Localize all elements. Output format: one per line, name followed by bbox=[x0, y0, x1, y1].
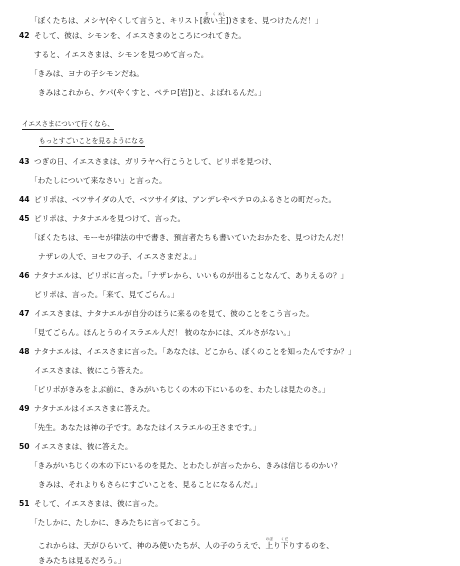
text-segment: ナタナエルは、ピリポに言った。「ナザレから、いいものが出ることなんて、ありえるの？」 bbox=[34, 271, 349, 280]
text-segment: これからは、天がひらいて、神のみ使いたちが、人の子のうえで、 bbox=[38, 541, 266, 550]
text-segment: ピリポは、ナタナエルを見つけて、言った。 bbox=[34, 214, 186, 223]
text-line bbox=[34, 290, 179, 300]
text-segment: 「ピリポがきみをよぶ前に、きみがいちじくの木の下にいるのを、わたしは見たのさ。」 bbox=[30, 385, 330, 394]
verse-number: 45 bbox=[19, 214, 30, 223]
text-line bbox=[30, 423, 260, 433]
text-line bbox=[34, 31, 246, 41]
text-segment: きみは、それよりもさらにすごいことを、見ることになるんだ。」 bbox=[38, 480, 263, 489]
verse-number: 44 bbox=[19, 195, 30, 204]
text-segment: 「ぼくたちは、モーセが律法の中で書き、預言者たちも書いていたおかたを、見つけたんだ！ bbox=[30, 233, 349, 242]
text-line bbox=[38, 480, 262, 490]
text-line bbox=[30, 233, 348, 243]
text-line bbox=[38, 252, 201, 262]
text-segment: 「見てごらん。ほんとうのイスラエル人だ！ 彼のなかには、ズルさがない。」 bbox=[30, 328, 295, 337]
text-segment: ナタナエルはイエスさまに答えた。 bbox=[34, 404, 155, 413]
verse-number: 42 bbox=[19, 31, 30, 40]
ruby-text: 主ぬし bbox=[218, 12, 226, 25]
text-line bbox=[30, 518, 205, 528]
text-line bbox=[30, 176, 167, 186]
verse-number: 47 bbox=[19, 309, 30, 318]
text-segment: ナザレの人で、ヨセフの子、イエスさまだよ。」 bbox=[38, 252, 201, 261]
text-segment: イエスさまは、ナタナエルが自分のほうに来るのを見て、彼のことをこう言った。 bbox=[34, 309, 314, 318]
text-segment: きみたちは見るだろう。」 bbox=[38, 556, 126, 565]
furigana: ぬし bbox=[218, 12, 226, 16]
text-segment: 「きみは、ヨナの子シモンだね。 bbox=[30, 69, 144, 78]
text-segment: ピリポは、言った。「来て、見てごらん。」 bbox=[34, 290, 179, 299]
text-line bbox=[34, 157, 276, 167]
text-segment: イエスさまは、彼にこう答えた。 bbox=[34, 366, 148, 375]
text-line bbox=[38, 556, 125, 566]
verse-number: 43 bbox=[19, 157, 30, 166]
furigana: のぼ bbox=[265, 537, 274, 541]
text-line bbox=[34, 366, 148, 376]
text-line bbox=[30, 328, 295, 338]
text-line bbox=[34, 214, 185, 224]
text-line bbox=[30, 69, 144, 79]
furigana: すく bbox=[202, 12, 219, 16]
verse-number: 46 bbox=[19, 271, 30, 280]
verse-number: 49 bbox=[19, 404, 30, 413]
text-segment: 「たしかに、たしかに、きみたちに言っておこう。 bbox=[30, 518, 205, 527]
text-line bbox=[30, 461, 341, 471]
text-segment: 「ぼくたちは、メシヤ(やくして言うと、キリスト[ bbox=[30, 16, 203, 25]
text-segment: 「先生。あなたは神の子です。あなたはイスラエルの王さまです。」 bbox=[30, 423, 261, 432]
text-line bbox=[34, 195, 336, 205]
text-segment: すると、イエスさまは、シモンを見つめて言った。 bbox=[34, 50, 209, 59]
text-line bbox=[34, 271, 348, 281]
text-line bbox=[34, 442, 132, 452]
text-segment: ナタナエルは、イエスさまに言った。「あなたは、どこから、ぼくのことを知ったんですか？」 bbox=[34, 347, 356, 356]
text-line bbox=[34, 50, 208, 60]
ruby-text: 救いすく bbox=[202, 12, 219, 25]
verse-number: 50 bbox=[19, 442, 30, 451]
text-segment: りするのを、 bbox=[288, 541, 334, 550]
furigana: くだ bbox=[280, 537, 289, 541]
section-heading-line-1: イエスさまについて行くなら、 bbox=[22, 120, 114, 128]
ruby-text: 下くだ bbox=[280, 537, 289, 550]
ruby-text: 上のぼ bbox=[265, 537, 274, 550]
verse-number: 51 bbox=[19, 499, 30, 508]
text-segment: きみはこれから、ケパ(やくすと、ペテロ[岩])と、よばれるんだ。」 bbox=[38, 88, 266, 97]
text-line bbox=[34, 499, 163, 509]
text-line bbox=[30, 12, 323, 26]
text-segment: 「きみがいちじくの木の下にいるのを見た、とわたしが言ったから、きみは信じるのかい？ bbox=[30, 461, 342, 470]
text-segment: そして、イエスさまは、彼に言った。 bbox=[34, 499, 163, 508]
section-heading-line-2: もっとすごいことを見るようになる bbox=[39, 137, 145, 145]
text-line bbox=[34, 309, 314, 319]
text-segment: つぎの日、イエスさまは、ガリラヤへ行こうとして、ピリポを見つけ、 bbox=[34, 157, 277, 166]
text-line bbox=[38, 88, 266, 98]
text-line bbox=[38, 537, 334, 551]
text-segment: ピリポは、ベツサイダの人で、ベツサイダは、アンデレやペテロのふるさとの町だった。 bbox=[34, 195, 337, 204]
text-segment: り bbox=[273, 541, 281, 550]
text-line bbox=[34, 347, 356, 357]
text-segment: そして、彼は、シモンを、イエスさまのところにつれてきた。 bbox=[34, 31, 247, 40]
text-segment: ])さまを、見つけたんだ！」 bbox=[225, 16, 323, 25]
text-segment: 「わたしについて来なさい」と言った。 bbox=[30, 176, 167, 185]
text-line bbox=[34, 404, 155, 414]
text-line bbox=[30, 385, 330, 395]
verse-number: 48 bbox=[19, 347, 30, 356]
text-segment: イエスさまは、彼に答えた。 bbox=[34, 442, 133, 451]
